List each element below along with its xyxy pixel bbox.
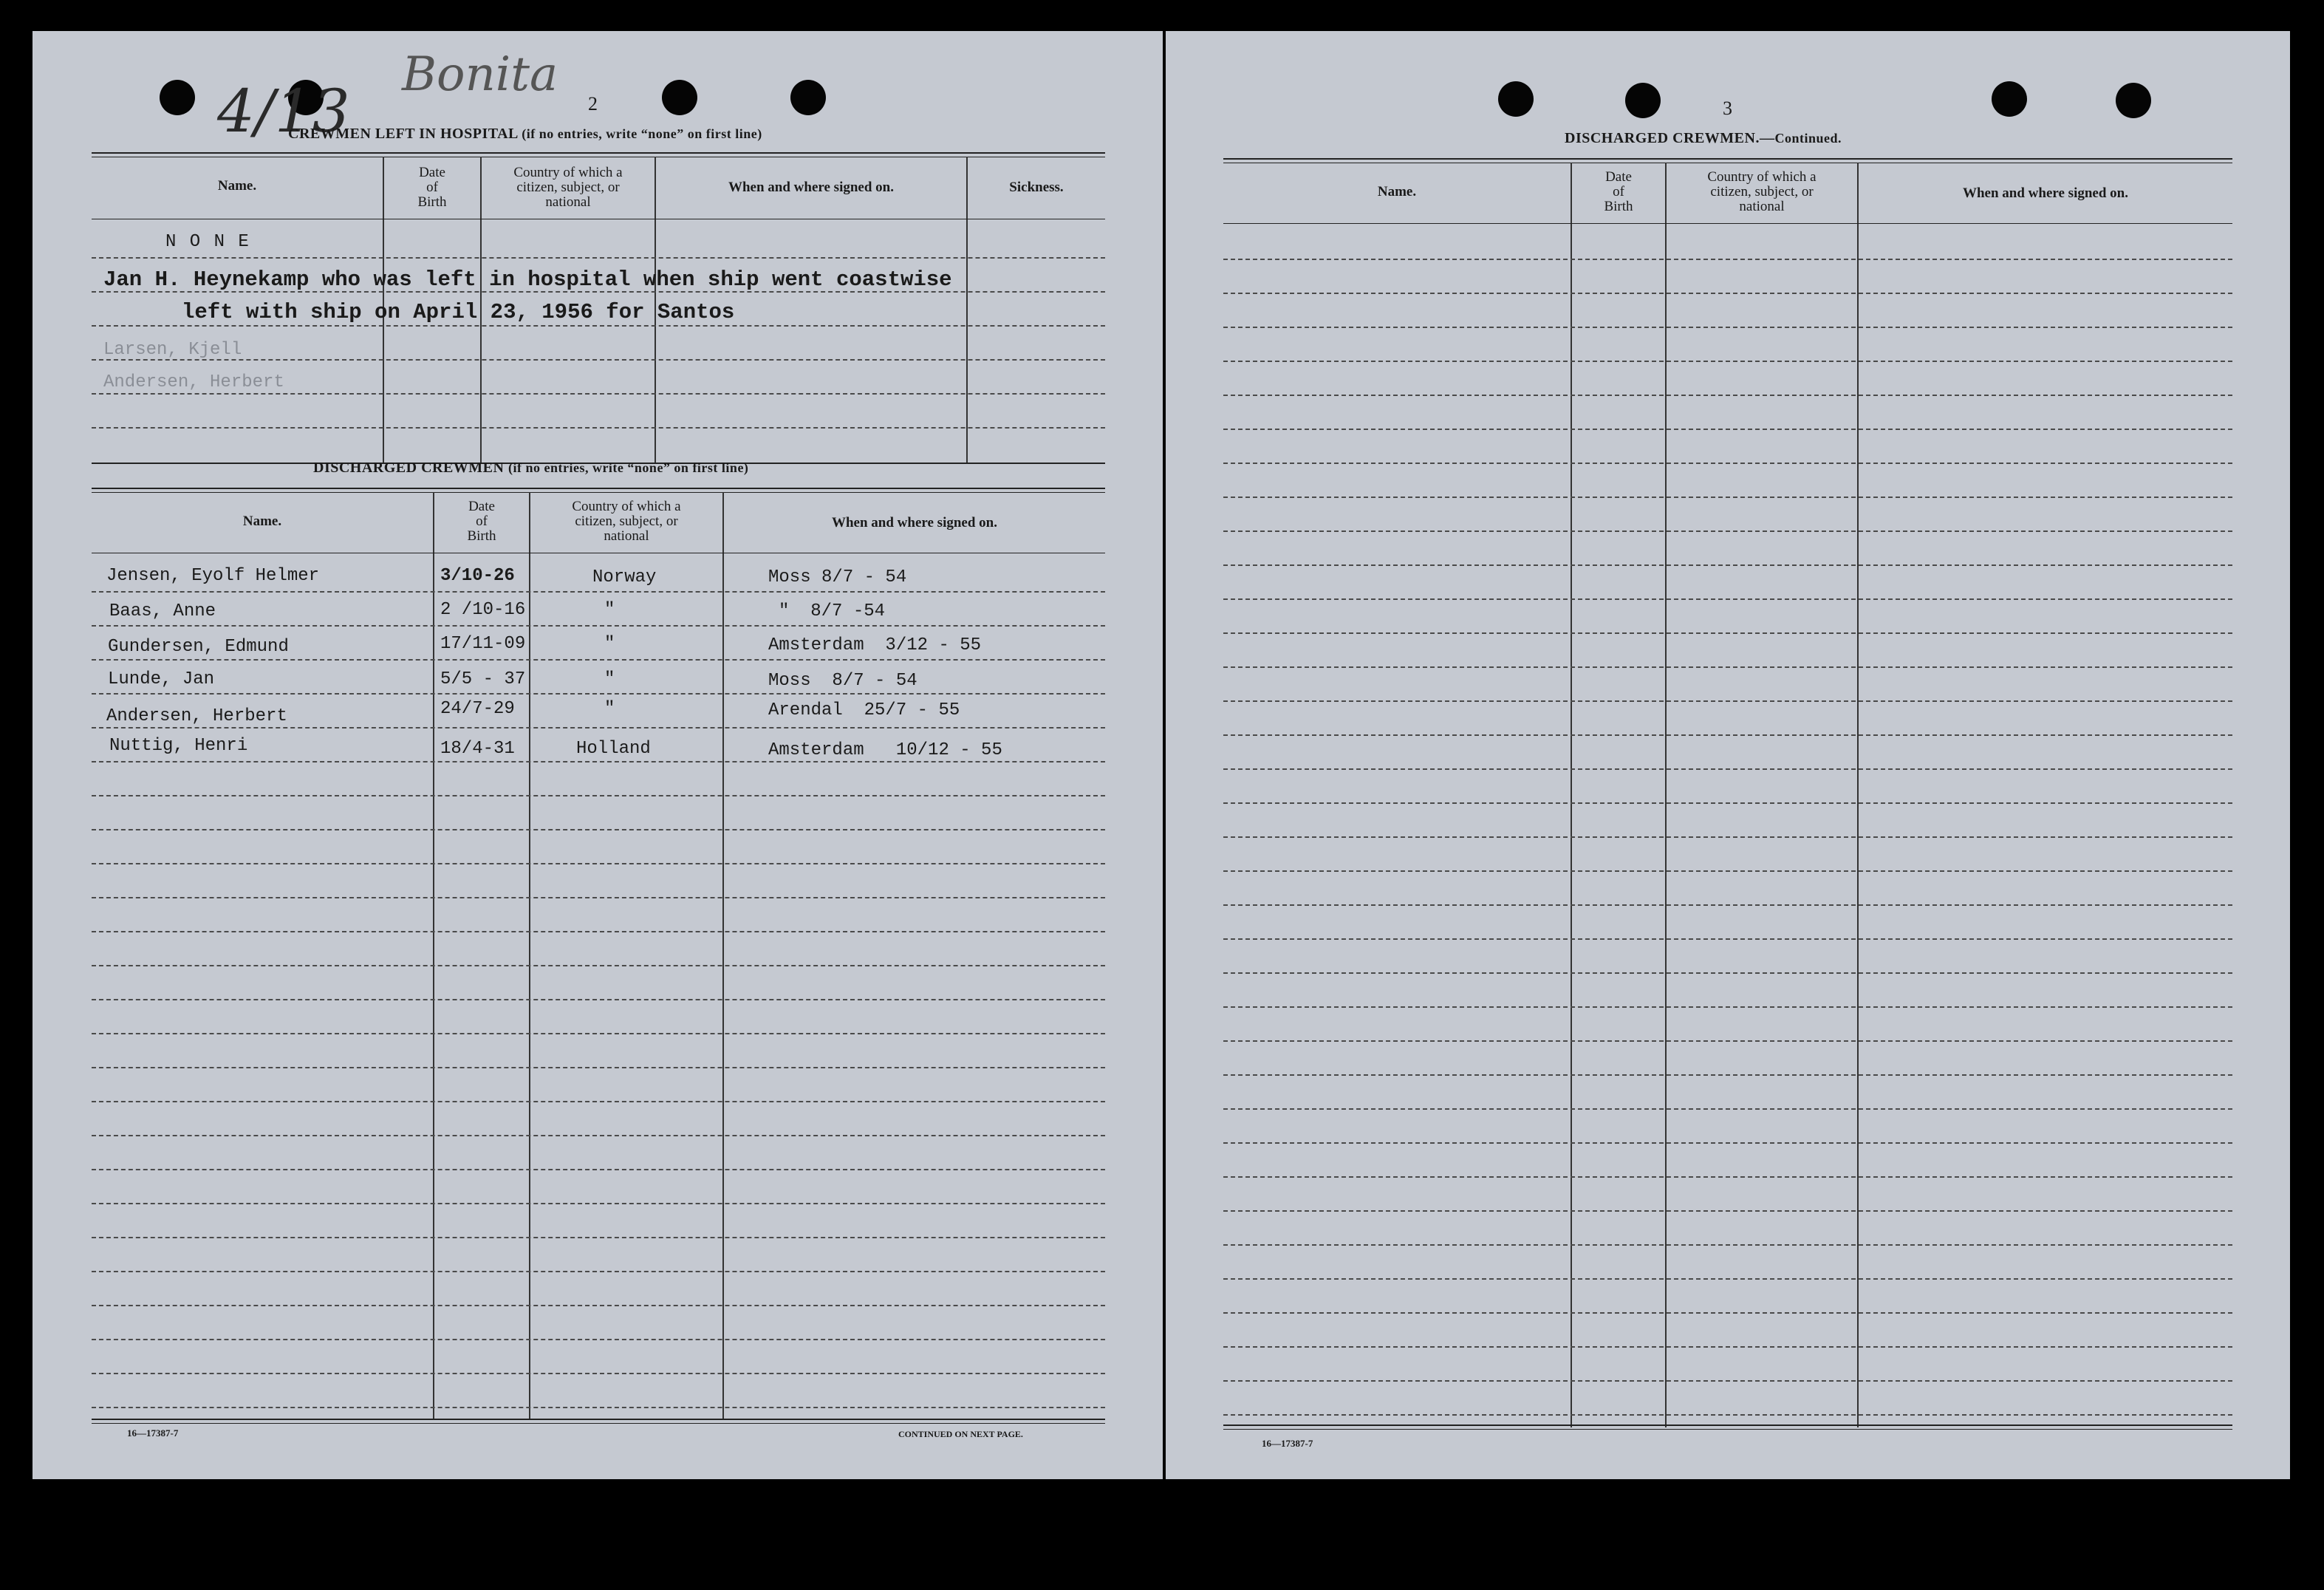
form-line — [92, 625, 1105, 627]
form-line — [92, 897, 1105, 898]
col-header-sickness: Sickness. — [1009, 180, 1064, 195]
rule — [1223, 158, 2232, 160]
binder-hole — [160, 80, 195, 115]
form-line — [92, 1237, 1105, 1238]
crew-country: " — [604, 669, 615, 689]
col-header-dob: Date of Birth — [1604, 169, 1633, 214]
form-line — [92, 325, 1105, 327]
col-header-dob: Date of Birth — [417, 165, 447, 210]
crew-country: Holland — [576, 739, 651, 759]
form-line — [92, 863, 1105, 864]
form-line — [92, 393, 1105, 395]
rule — [92, 488, 1105, 489]
form-line — [1223, 1006, 2232, 1008]
crew-signed: Amsterdam 10/12 - 55 — [768, 740, 1002, 760]
form-line — [1223, 564, 2232, 566]
form-line — [1223, 1142, 2232, 1144]
crew-dob: 18/4-31 — [440, 739, 515, 759]
crew-country: " — [604, 634, 615, 654]
form-line — [92, 761, 1105, 762]
form-line — [92, 359, 1105, 361]
col-header-dob: Date of Birth — [467, 499, 496, 544]
rule — [92, 152, 1105, 154]
form-line — [92, 1169, 1105, 1170]
form-line — [1223, 632, 2232, 634]
binder-hole — [2116, 83, 2151, 118]
rule — [92, 1419, 1105, 1420]
form-line — [92, 1203, 1105, 1204]
col-header-name: Name. — [242, 513, 282, 529]
form-line — [92, 1271, 1105, 1272]
rule — [92, 1423, 1105, 1424]
form-line — [92, 999, 1105, 1000]
crew-name: Jensen, Eyolf Helmer — [106, 566, 320, 586]
column-divider — [433, 492, 434, 1420]
form-line — [1223, 259, 2232, 260]
none-entry: N O N E — [165, 232, 250, 252]
form-line — [1223, 429, 2232, 430]
form-line — [1223, 1210, 2232, 1212]
form-line — [92, 591, 1105, 593]
form-line — [1223, 666, 2232, 668]
col-header-country: Country of which a citizen, subject, or national — [513, 165, 623, 210]
column-divider — [1857, 163, 1859, 1427]
form-line — [1223, 1414, 2232, 1416]
crew-signed: Amsterdam 3/12 - 55 — [768, 635, 982, 655]
crew-country: Norway — [592, 567, 657, 587]
form-number: 16—17387-7 — [127, 1427, 179, 1439]
form-line — [92, 965, 1105, 966]
crew-name: Lunde, Jan — [108, 669, 215, 689]
crew-dob: 3/10-26 — [440, 566, 515, 586]
faint-entry: Andersen, Herbert — [103, 372, 284, 392]
discharged-section-title: DISCHARGED CREWMEN (if no entries, write “none” on first line) — [313, 460, 749, 476]
crew-signed: " 8/7 -54 — [779, 601, 886, 621]
form-line — [1223, 1040, 2232, 1042]
form-line — [92, 931, 1105, 932]
col-header-name: Name. — [1377, 184, 1417, 199]
form-line — [92, 829, 1105, 830]
col-header-country: Country of which a citizen, subject, or national — [572, 499, 681, 544]
handwritten-folio: 4/13 — [217, 77, 350, 146]
rule — [1223, 1424, 2232, 1426]
col-header-signed: When and where signed on. — [831, 515, 997, 530]
page-number: 2 — [588, 93, 598, 115]
crew-signed: Moss 8/7 - 54 — [768, 671, 917, 691]
binder-hole — [790, 80, 826, 115]
crew-name: Andersen, Herbert — [106, 706, 287, 726]
form-line — [1223, 327, 2232, 328]
form-number: 16—17387-7 — [1262, 1438, 1313, 1449]
form-line — [1223, 768, 2232, 770]
hospital-section-title: CREWMEN LEFT IN HOSPITAL (if no entries, write “none” on first line) — [288, 126, 762, 142]
form-line — [1223, 1278, 2232, 1280]
form-line — [92, 257, 1105, 259]
form-line — [1223, 1312, 2232, 1314]
form-line — [1223, 361, 2232, 362]
form-line — [92, 727, 1105, 729]
hospital-note-line2: left with ship on April 23, 1956 for Santos — [182, 300, 735, 324]
col-header-signed: When and where signed on. — [728, 180, 894, 195]
form-line — [1223, 1244, 2232, 1246]
faint-entry: Larsen, Kjell — [103, 340, 242, 360]
form-line — [92, 1033, 1105, 1034]
rule — [92, 492, 1105, 493]
form-line — [1223, 463, 2232, 464]
form-line — [92, 1373, 1105, 1374]
form-line — [92, 1067, 1105, 1068]
page-number: 3 — [1723, 98, 1732, 119]
crew-signed: Arendal 25/7 - 55 — [768, 700, 960, 720]
form-line — [1223, 1380, 2232, 1382]
binder-hole — [1625, 83, 1661, 118]
form-line — [1223, 1074, 2232, 1076]
col-header-country: Country of which a citizen, subject, or national — [1707, 169, 1817, 214]
crew-country: " — [604, 699, 615, 719]
form-line — [1223, 293, 2232, 294]
form-line — [1223, 700, 2232, 702]
crew-dob: 2 /10-16 — [440, 600, 526, 620]
form-line — [1223, 1108, 2232, 1110]
form-line — [1223, 734, 2232, 736]
form-line — [92, 1101, 1105, 1102]
binder-hole — [1992, 81, 2027, 117]
form-line — [92, 1407, 1105, 1408]
crew-name: Gundersen, Edmund — [108, 637, 289, 657]
right-page — [1166, 31, 2290, 1479]
column-divider — [1571, 163, 1572, 1427]
rule — [1223, 1429, 2232, 1430]
form-line — [92, 1305, 1105, 1306]
form-line — [1223, 1176, 2232, 1178]
form-line — [1223, 395, 2232, 396]
left-page — [33, 31, 1163, 1479]
hospital-note-line1: Jan H. Heynekamp who was left in hospital when ship went coastwise — [103, 267, 952, 292]
discharged-continued-title: DISCHARGED CREWMEN.—Continued. — [1565, 130, 1842, 146]
form-line — [92, 659, 1105, 661]
form-line — [1223, 904, 2232, 906]
crew-dob: 17/11-09 — [440, 634, 526, 654]
form-line — [1223, 598, 2232, 600]
crew-country: " — [604, 600, 615, 620]
form-line — [1223, 497, 2232, 498]
crew-name: Baas, Anne — [109, 601, 216, 621]
form-line — [1223, 938, 2232, 940]
form-line — [1223, 870, 2232, 872]
form-line — [92, 1135, 1105, 1136]
form-line — [92, 1339, 1105, 1340]
form-line — [1223, 530, 2232, 532]
col-header-signed: When and where signed on. — [1962, 185, 2128, 201]
form-line — [92, 795, 1105, 796]
column-divider — [966, 157, 968, 464]
crew-signed: Moss 8/7 - 54 — [768, 567, 907, 587]
column-divider — [722, 492, 724, 1420]
continued-note: CONTINUED ON NEXT PAGE. — [898, 1429, 1023, 1439]
binder-hole — [1498, 81, 1534, 117]
col-header-name: Name. — [217, 178, 257, 194]
crew-dob: 5/5 - 37 — [440, 669, 526, 689]
binder-hole — [662, 80, 697, 115]
form-line — [1223, 802, 2232, 804]
column-divider — [1665, 163, 1667, 1427]
crew-dob: 24/7-29 — [440, 699, 515, 719]
form-line — [1223, 972, 2232, 974]
form-line — [1223, 836, 2232, 838]
form-line — [92, 427, 1105, 429]
column-divider — [529, 492, 530, 1420]
form-line — [92, 693, 1105, 695]
rule — [1223, 223, 2232, 224]
form-line — [1223, 1346, 2232, 1348]
crew-name: Nuttig, Henri — [109, 736, 248, 756]
handwritten-ship-name: Bonita — [402, 47, 558, 102]
